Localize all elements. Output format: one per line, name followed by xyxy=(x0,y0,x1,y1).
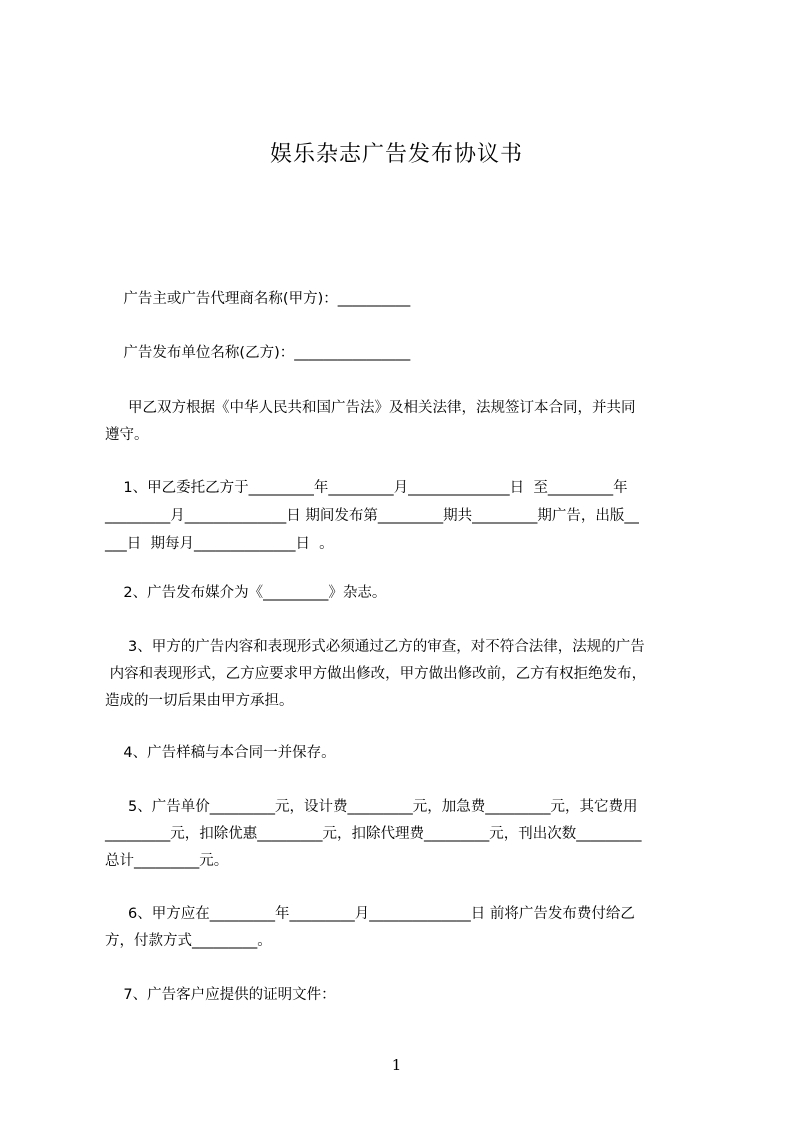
clause-3-line-1: 3、甲方的广告内容和表现形式必须通过乙方的审查，对不符合法律，法规的广告 xyxy=(105,639,645,655)
clause-3-line-3: 造成的一切后果由甲方承担。 xyxy=(105,693,294,709)
clause-6-line-2: 方，付款方式_________。 xyxy=(105,933,272,949)
preamble-line-1: 甲乙双方根据《中华人民共和国广告法》及相关法律，法规签订本合同，并共同 xyxy=(105,400,636,416)
clause-5-line-2: _________元，扣除优惠_________元，扣除代理费_________元，刊出次数_________ xyxy=(105,826,642,842)
clause-6-line-1: 6、甲方应在_________年_________月______________日 前将广告发布费付给乙 xyxy=(105,906,635,922)
clause-4-line: 4、广告样稿与本合同一并保存。 xyxy=(105,745,336,761)
clause-1-line-1: 1、甲乙委托乙方于_________年_________月______________日 至_________年 xyxy=(105,480,628,496)
clause-3-line-2: 内容和表现形式，乙方应要求甲方做出修改，甲方做出修改前，乙方有权拒绝发布， xyxy=(105,666,647,682)
clause-5-line-3: 总计_________元。 xyxy=(105,853,229,869)
party-a-line: 广告主或广告代理商名称(甲方)：__________ xyxy=(105,291,411,307)
clause-7-line: 7、广告客户应提供的证明文件： xyxy=(105,987,336,1003)
page-number: 1 xyxy=(391,1056,402,1074)
clause-2-line: 2、广告发布媒介为《_________》杂志。 xyxy=(105,585,387,601)
clause-1-line-3: ___日 期每月______________日 。 xyxy=(105,536,334,552)
preamble-line-2: 遵守。 xyxy=(105,427,149,443)
document-title: 娱乐杂志广告发布协议书 xyxy=(269,142,523,167)
clause-1-line-2: _________月______________日 期间发布第_________期共_________期广告，出版__ xyxy=(105,508,639,524)
party-b-line: 广告发布单位名称(乙方)：________________ xyxy=(105,345,411,361)
clause-5-line-1: 5、广告单价_________元，设计费_________元，加急费_________元，其它费用 xyxy=(105,799,638,815)
